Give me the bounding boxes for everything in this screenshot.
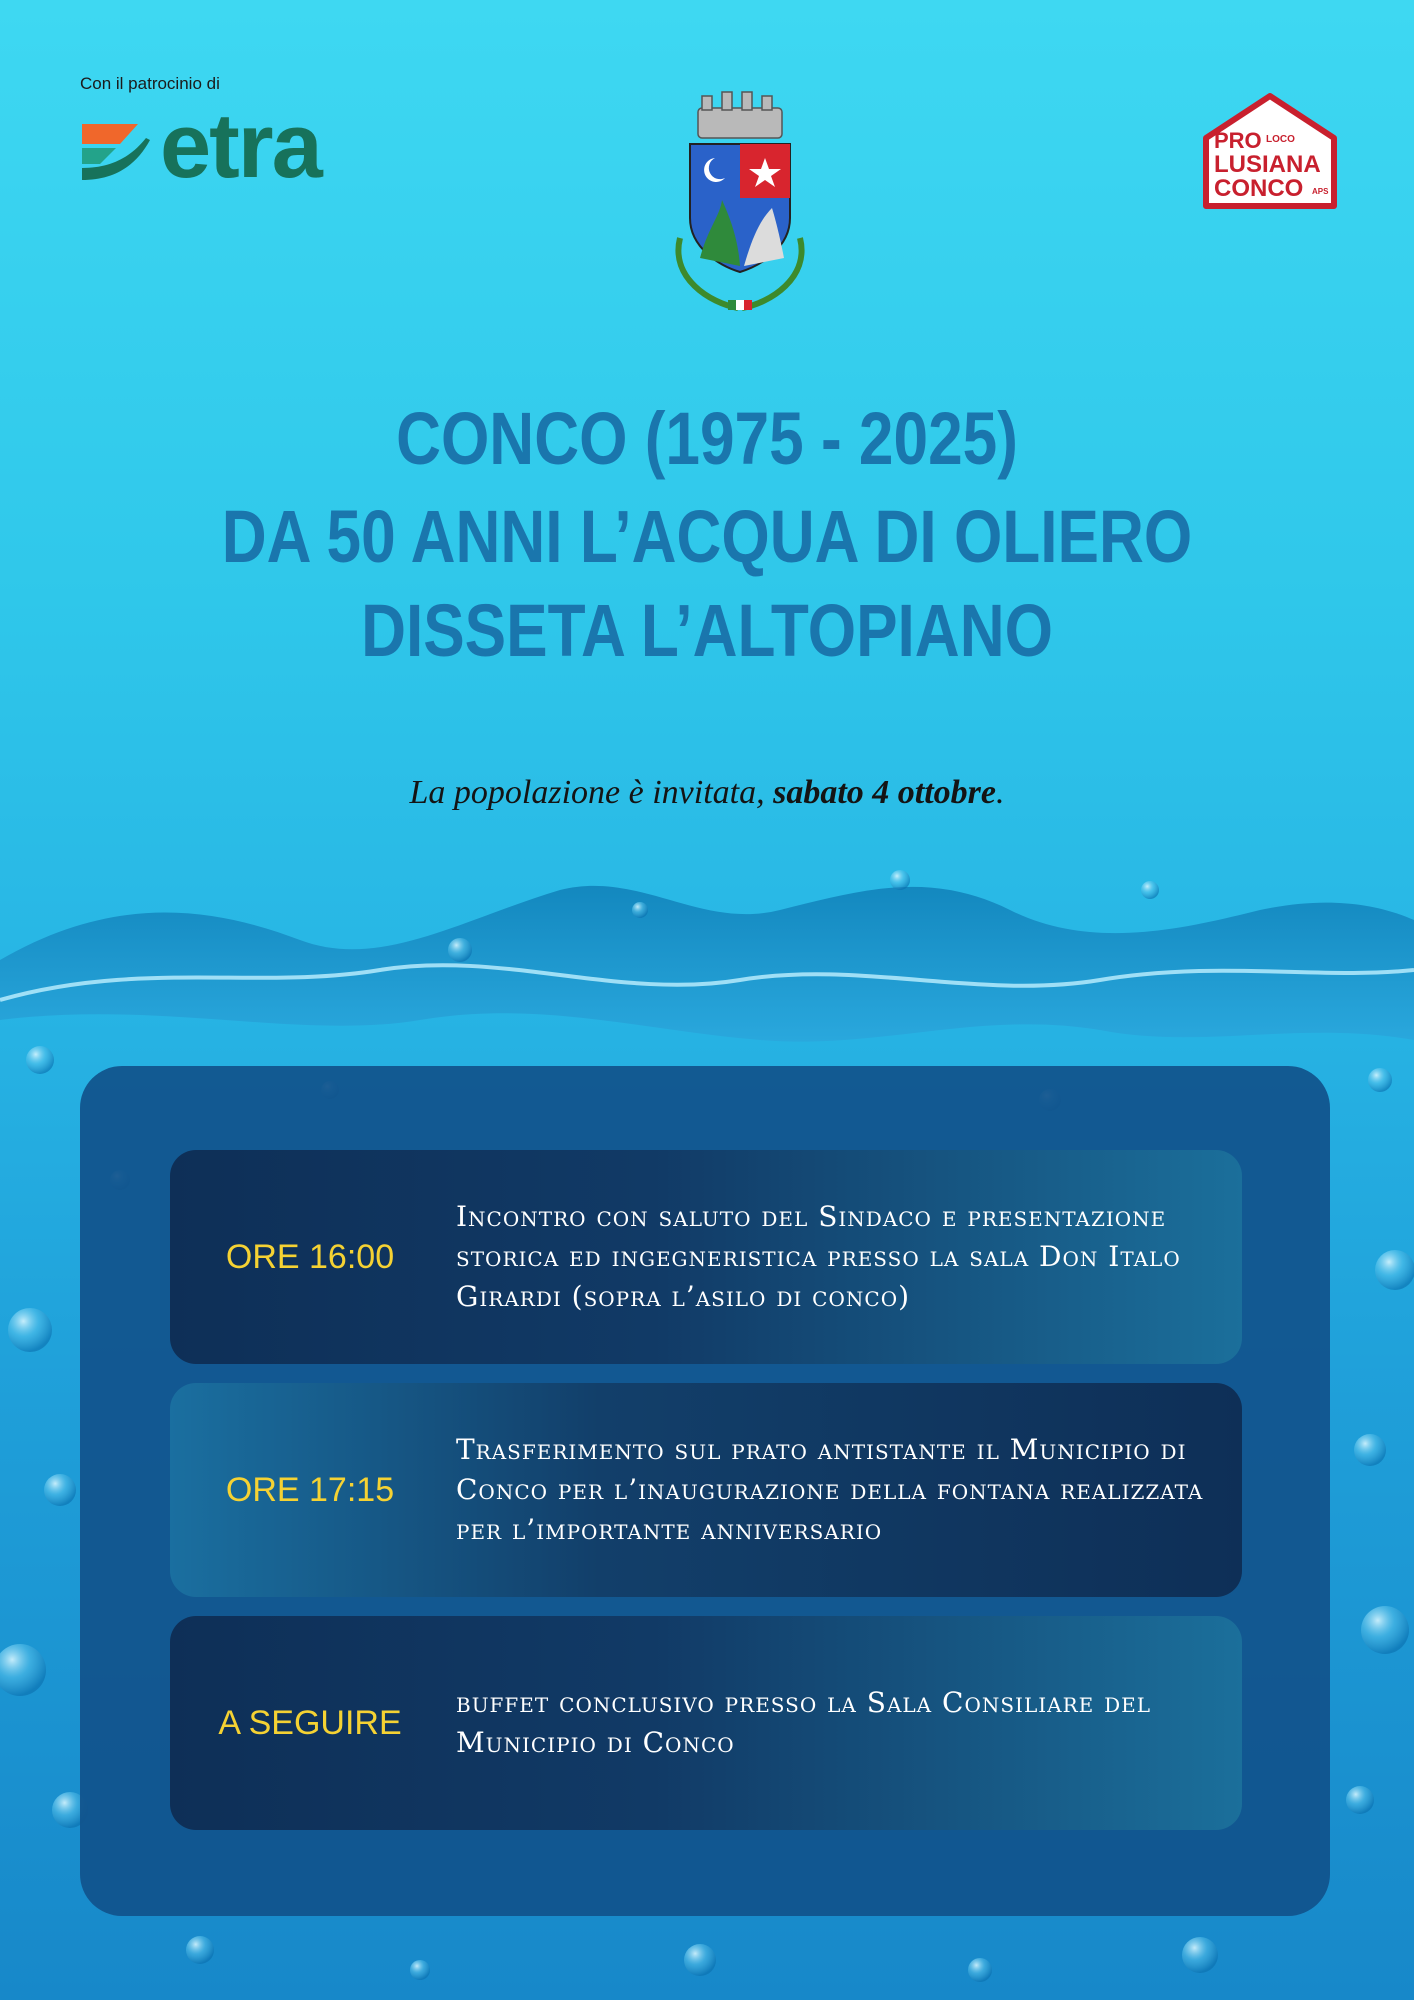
schedule-description: Incontro con saluto del Sindaco e presentazione storica ed ingegneristica presso la sala Don Italo Girardi (sopra l’asilo di conco) bbox=[456, 1200, 1181, 1313]
schedule-row bbox=[170, 1383, 1242, 1597]
proloco-house-icon bbox=[1200, 88, 1340, 213]
title-line-1: CONCO (1975 - 2025) bbox=[396, 397, 1018, 480]
proloco-aps-text: APS bbox=[1312, 187, 1329, 196]
schedule-time: ORE 16:00 bbox=[225, 1237, 395, 1276]
schedule-row bbox=[170, 1150, 1242, 1364]
schedule-description: buffet conclusivo presso la Sala Consiliare del Municipio di Conco bbox=[456, 1686, 1152, 1759]
patronage-label: Con il patrocinio di bbox=[80, 74, 220, 93]
invitation-lead: La popolazione è invitata, bbox=[409, 774, 765, 811]
proloco-pro-text: PRO bbox=[1214, 128, 1262, 153]
schedule-description: Trasferimento sul prato antistante il Municipio di Conco per l’inaugurazione della fontana realizzata per l’importante anniversario bbox=[456, 1433, 1204, 1546]
proloco-conco-text: CONCO bbox=[1214, 175, 1304, 202]
schedule-row bbox=[170, 1616, 1242, 1830]
title-line-3: DISSETA L’ALTOPIANO bbox=[361, 589, 1053, 672]
invitation-end: . bbox=[996, 774, 1005, 811]
etra-mark-icon bbox=[80, 118, 152, 184]
schedule-time: ORE 17:15 bbox=[225, 1470, 395, 1509]
title-line-2: DA 50 ANNI L’ACQUA DI OLIERO bbox=[221, 495, 1193, 578]
schedule-time: A SEGUIRE bbox=[218, 1703, 402, 1742]
proloco-lusiana-text: LUSIANA bbox=[1214, 151, 1321, 178]
etra-logo-text: etra bbox=[160, 95, 321, 197]
invitation-text bbox=[0, 774, 1414, 812]
invitation-date: sabato 4 ottobre bbox=[773, 774, 996, 811]
proloco-loco-text: LOCO bbox=[1266, 134, 1295, 145]
coat-of-arms-icon bbox=[660, 88, 820, 328]
